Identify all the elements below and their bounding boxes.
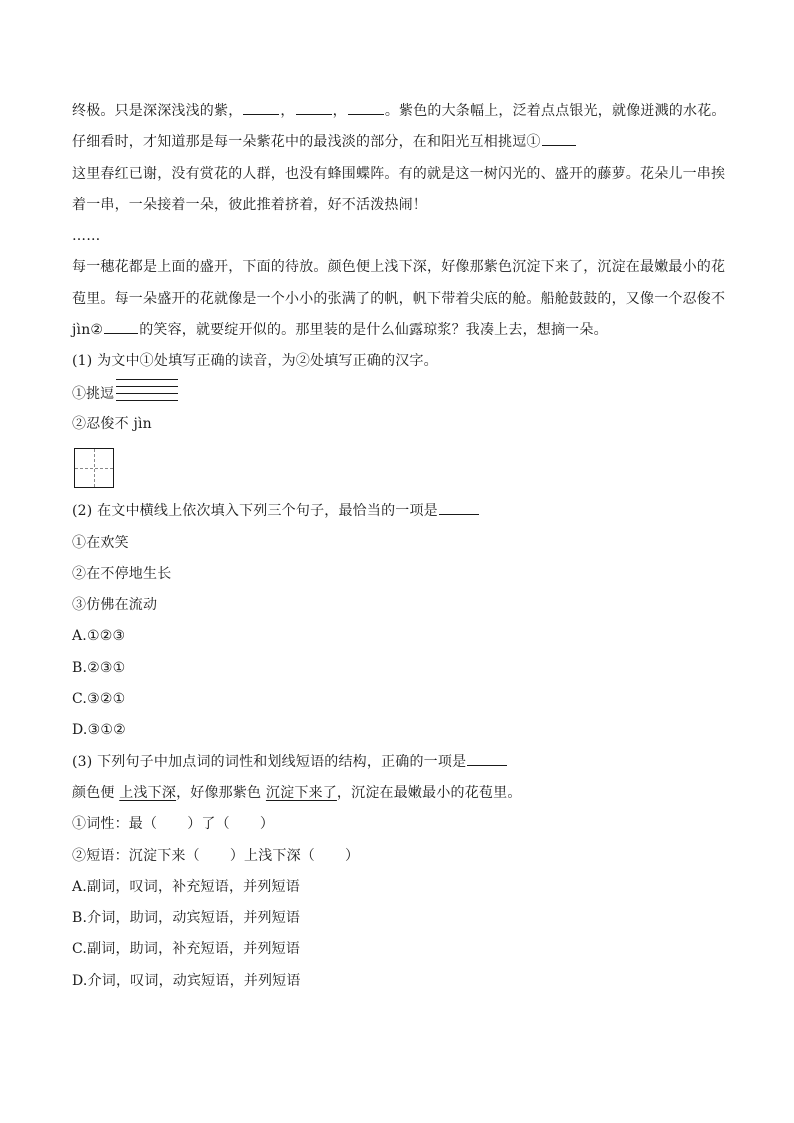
passage-text: ， [332, 103, 347, 119]
question-3-option-d[interactable]: D.介词，叹词，动宾短语，并列短语 [72, 972, 301, 989]
question-1-stem: (1) 为文中①处填写正确的读音，为②处填写正确的汉字。 [72, 353, 438, 370]
cixing-text: ）了（ [187, 816, 230, 833]
question-2-sentence-2: ②在不停地生长 [72, 565, 172, 582]
question-3-option-a[interactable]: A.副词，叹词，补充短语，并列短语 [72, 878, 300, 895]
question-1-item-2: ②忍俊不 jìn [72, 415, 152, 432]
underlined-phrase-2: 沉淀下来了 [265, 784, 337, 801]
hanzi-writing-box[interactable] [74, 448, 114, 488]
passage-line-1 [72, 96, 726, 127]
question-2-sentence-3: ③仿佛在流动 [72, 597, 158, 614]
passage-line-2 [72, 127, 722, 158]
question-3-sentence [72, 778, 722, 809]
question-3-answer-blank[interactable] [467, 750, 507, 766]
question-3-stem [72, 747, 722, 778]
passage-line-8 [72, 315, 722, 346]
passage-text: jìn② [72, 322, 104, 339]
question-2-option-b[interactable]: B.②③① [72, 659, 126, 676]
fill-blank-2[interactable] [296, 99, 332, 115]
question-3-option-b[interactable]: B.介词，助词，动宾短语，并列短语 [72, 910, 301, 927]
question-2-sentence-1: ①在欢笑 [72, 534, 129, 551]
question-2-stem [72, 496, 722, 527]
passage-line-4: 着一串，一朵接着一朵，彼此推着挤着，好不活泼热闹！ [72, 196, 427, 213]
document-page [72, 96, 726, 997]
duanyu-text: ） [345, 847, 360, 864]
fill-blank-1[interactable] [243, 99, 279, 115]
question-2-stem-text: (2) 在文中横线上依次填入下列三个句子，最恰当的一项是 [72, 503, 438, 520]
sentence-text: 颜色便 [72, 784, 120, 801]
duanyu-text: ②短语：沉淀下来（ [72, 847, 200, 864]
passage-line-7: 苞里。每一朵盛开的花就像是一个小小的张满了的帆，帆下带着尖底的舱。船舱鼓鼓的，又像一个忍俊不 [72, 290, 726, 307]
sentence-text: ，好像那紫色 [176, 784, 266, 801]
passage-line-3: 这里春红已谢，没有赏花的人群，也没有蜂围蝶阵。有的就是这一树闪光的、盛开的藤萝。花朵儿一串挨 [72, 165, 726, 182]
passage-line-6: 每一穗花都是上面的盛开，下面的待放。颜色便上浅下深，好像那紫色沉淀下来了，沉淀在最嫩最小的花 [72, 259, 726, 276]
question-2-option-c[interactable]: C.③②① [72, 691, 126, 708]
sentence-text: ，沉淀在最嫩最小的花苞里。 [336, 784, 522, 801]
passage-text: 的笑容，就要绽开似的。那里装的是什么仙露琼浆？我凑上去，想摘一朵。 [139, 322, 608, 339]
question-2-option-d[interactable]: D.③①② [72, 722, 126, 739]
cixing-text: ） [259, 816, 275, 833]
question-3-option-c[interactable]: C.副词，助词，补充短语，并列短语 [72, 941, 301, 958]
fill-blank-3[interactable] [348, 99, 384, 115]
hanzi-answer-area [72, 440, 722, 496]
pinyin-blank-1[interactable] [542, 130, 576, 146]
hanzi-blank-2[interactable] [104, 318, 138, 334]
question-1-item-1 [72, 378, 722, 409]
passage-text: 终极。只是深深浅浅的紫， [72, 103, 243, 119]
cixing-text: ①词性：最（ [72, 816, 158, 833]
duanyu-text: ）上浅下深（ [229, 847, 316, 864]
underlined-phrase-1: 上浅下深 [119, 784, 177, 801]
question-3-duanyu [72, 841, 722, 872]
question-1-item-1-label: ①挑逗 [72, 386, 114, 403]
passage-text: ， [280, 103, 295, 119]
passage-text: 。紫色的大条幅上，泛着点点银光，就像迸溅的水花。 [384, 103, 726, 119]
question-3-cixing [72, 809, 722, 840]
question-2-option-a[interactable]: A.①②③ [72, 628, 126, 645]
passage-ellipsis: …… [72, 228, 101, 245]
passage-text: 仔细看时，才知道那是每一朵紫花中的最浅淡的部分，在和阳光互相挑逗① [72, 134, 541, 151]
question-2-answer-blank[interactable] [439, 499, 479, 515]
question-3-stem-text: (3) 下列句子中加点词的词性和划线短语的结构，正确的一项是 [72, 753, 467, 770]
pinyin-answer-lines[interactable] [116, 379, 178, 407]
